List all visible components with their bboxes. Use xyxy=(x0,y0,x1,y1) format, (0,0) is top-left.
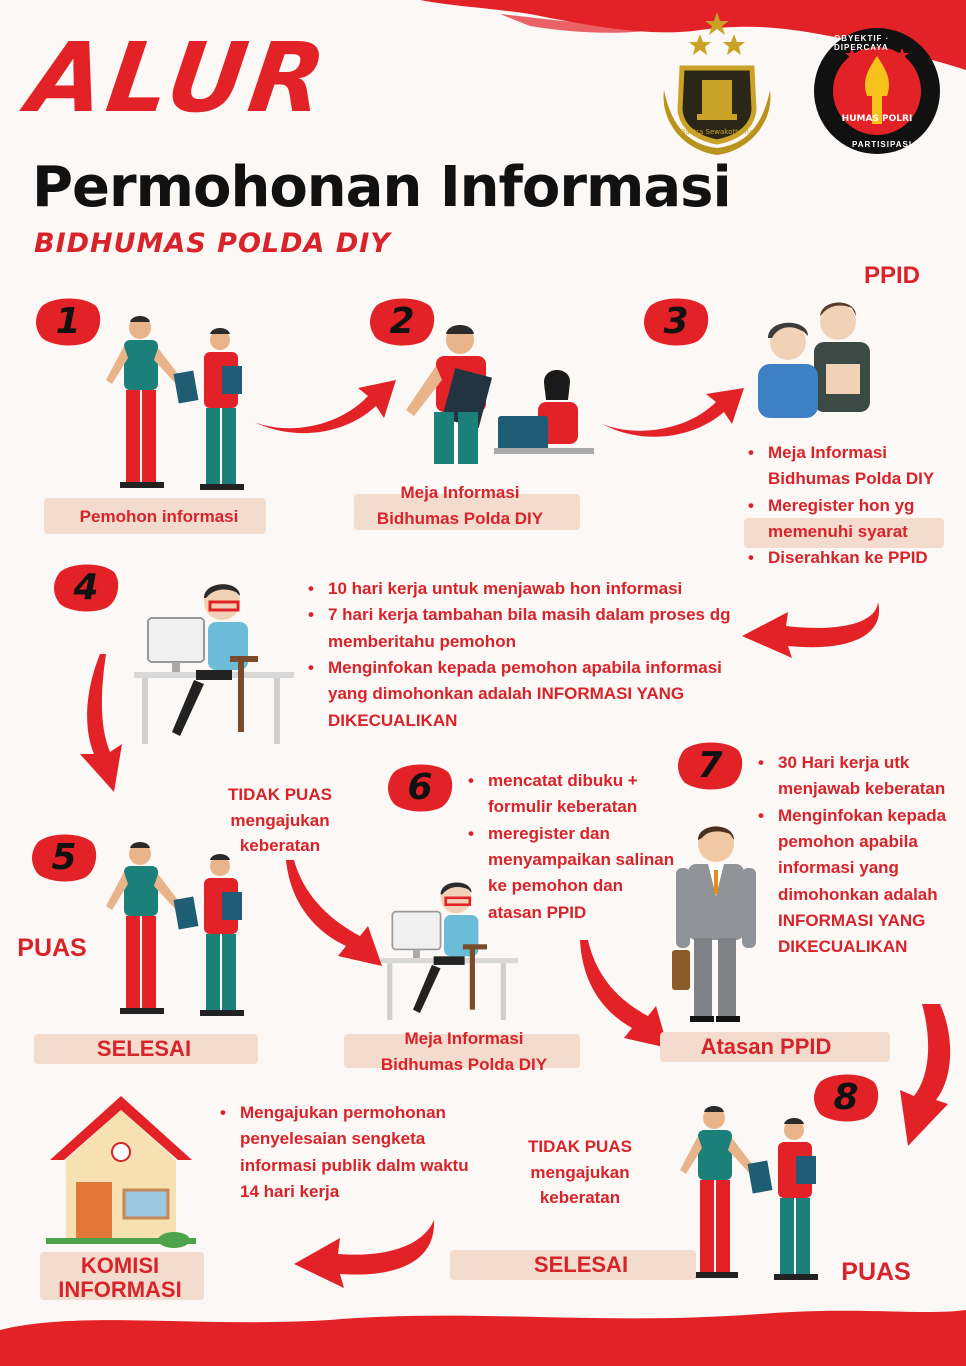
step-6-bullet: • mencatat dibuku + formulir keberatan xyxy=(488,768,676,821)
step-6-bullet-list xyxy=(466,768,676,926)
two-men-handover-icon xyxy=(92,836,262,1020)
step-3-number: 3 xyxy=(663,300,689,342)
ppid-officers-icon xyxy=(752,292,882,418)
front-desk-staff-icon xyxy=(398,320,598,466)
step-5-number: 5 xyxy=(51,836,77,878)
step-6-bullet: • meregister dan menyampaikan salinan ke pemohon dan atasan PPID xyxy=(488,821,676,926)
tidak-puas-line: keberatan xyxy=(539,1188,621,1207)
step-6-number: 6 xyxy=(407,766,433,808)
step-1-number: 1 xyxy=(55,300,81,342)
step-4-bullet: • 10 hari kerja untuk menjawab hon informasi xyxy=(328,576,746,602)
tidak-puas-note xyxy=(520,1134,640,1211)
step-7-number: 7 xyxy=(697,744,723,786)
step-5-puas-label: PUAS xyxy=(17,934,87,962)
arrow-right-icon xyxy=(598,384,748,444)
step-6-label-line2: Bidhumas Polda DIY xyxy=(380,1055,548,1074)
step-1-label: Pemohon informasi xyxy=(79,507,239,526)
bottom-brush-decoration xyxy=(0,1300,966,1366)
step-8-puas-label: PUAS xyxy=(841,1258,911,1286)
step-4-bullet: • 7 hari kerja tambahan bila masih dalam proses dg memberitahu pemohon xyxy=(328,602,746,655)
step-2-label-line2: Bidhumas Polda DIY xyxy=(376,509,544,528)
step-4-badge xyxy=(52,562,120,612)
house-icon xyxy=(46,1090,196,1250)
step-6-badge xyxy=(386,762,454,812)
tidak-puas-line: keberatan xyxy=(239,836,321,855)
humas-logo-top-text: OBYEKTIF · DIPERCAYA xyxy=(834,34,890,52)
step-2-number: 2 xyxy=(389,300,415,342)
arrow-left-icon xyxy=(738,596,888,666)
step-3-bullet-list xyxy=(746,440,956,572)
step-8-number: 8 xyxy=(833,1076,859,1118)
title-alur: ALUR xyxy=(22,22,336,134)
step-7-label: Atasan PPID xyxy=(700,1034,832,1059)
tidak-puas-note xyxy=(222,782,338,859)
tidak-puas-line: TIDAK PUAS xyxy=(528,1137,632,1156)
tidak-puas-line: TIDAK PUAS xyxy=(228,785,332,804)
step-3-bullet: • Meja Informasi Bidhumas Polda DIY xyxy=(768,440,956,493)
svg-text:HUMAS POLRI: HUMAS POLRI xyxy=(841,114,913,124)
step-3-badge xyxy=(642,296,710,346)
arrow-left-icon xyxy=(290,1216,440,1296)
arrow-down-icon xyxy=(70,650,126,796)
step-2-label-line1: Meja Informasi xyxy=(400,483,520,502)
step-4-bullet: • Menginfokan kepada pemohon apabila informasi yang dimohonkan adalah INFORMASI YANG DIKECUALIKAN xyxy=(328,655,746,734)
komisi-bullet: • Mengajukan permohonan penyelesaian sengketa informasi publik dalm waktu 14 hari kerja xyxy=(240,1100,478,1205)
step-6-label-line1: Meja Informasi xyxy=(404,1029,524,1048)
arrow-down-icon xyxy=(896,1000,960,1150)
ppid-label: PPID xyxy=(864,262,921,289)
komisi-bullet-list xyxy=(218,1100,478,1205)
step-3-bullet: • Meregister hon yg memenuhi syarat xyxy=(768,493,956,546)
polri-emblem-icon xyxy=(642,10,792,160)
tidak-puas-line: mengajukan xyxy=(530,1162,630,1182)
step-7-badge xyxy=(676,740,744,790)
svg-text:Rastra Sewakottama: Rastra Sewakottama xyxy=(680,128,754,136)
step-5-selesai-label: SELESAI xyxy=(96,1036,192,1061)
businessman-icon xyxy=(668,820,760,1024)
two-men-handover-icon xyxy=(92,310,262,494)
komisi-label-line2: INFORMASI xyxy=(58,1277,182,1302)
komisi-label-line1: KOMISI xyxy=(80,1253,160,1278)
humas-polri-logo xyxy=(812,26,942,156)
step-5-badge xyxy=(30,832,98,882)
arrow-down-right-icon xyxy=(572,936,672,1056)
step-3-bullet: • Diserahkan ke PPID xyxy=(768,545,956,571)
step-7-bullet: • Menginfokan kepada pemohon apabila informasi yang dimohonkan adalah INFORMASI YANG DIKECUALIKAN xyxy=(778,803,964,961)
officer-computer-icon xyxy=(134,572,296,744)
page-title: Permohonan Informasi xyxy=(32,155,731,220)
arrow-down-right-icon xyxy=(278,856,388,976)
step-4-bullet-list xyxy=(306,576,746,734)
page-subtitle: BIDHUMAS POLDA DIY xyxy=(34,228,391,259)
humas-logo-bottom-text: PARTISIPASI xyxy=(852,140,913,149)
step-8-selesai-label: SELESAI xyxy=(533,1252,629,1277)
step-7-bullet-list xyxy=(756,750,964,961)
step-7-bullet: • 30 Hari kerja utk menjawab keberatan xyxy=(778,750,964,803)
arrow-right-icon xyxy=(250,370,400,440)
tidak-puas-line: mengajukan xyxy=(230,810,330,830)
step-4-number: 4 xyxy=(73,566,99,608)
